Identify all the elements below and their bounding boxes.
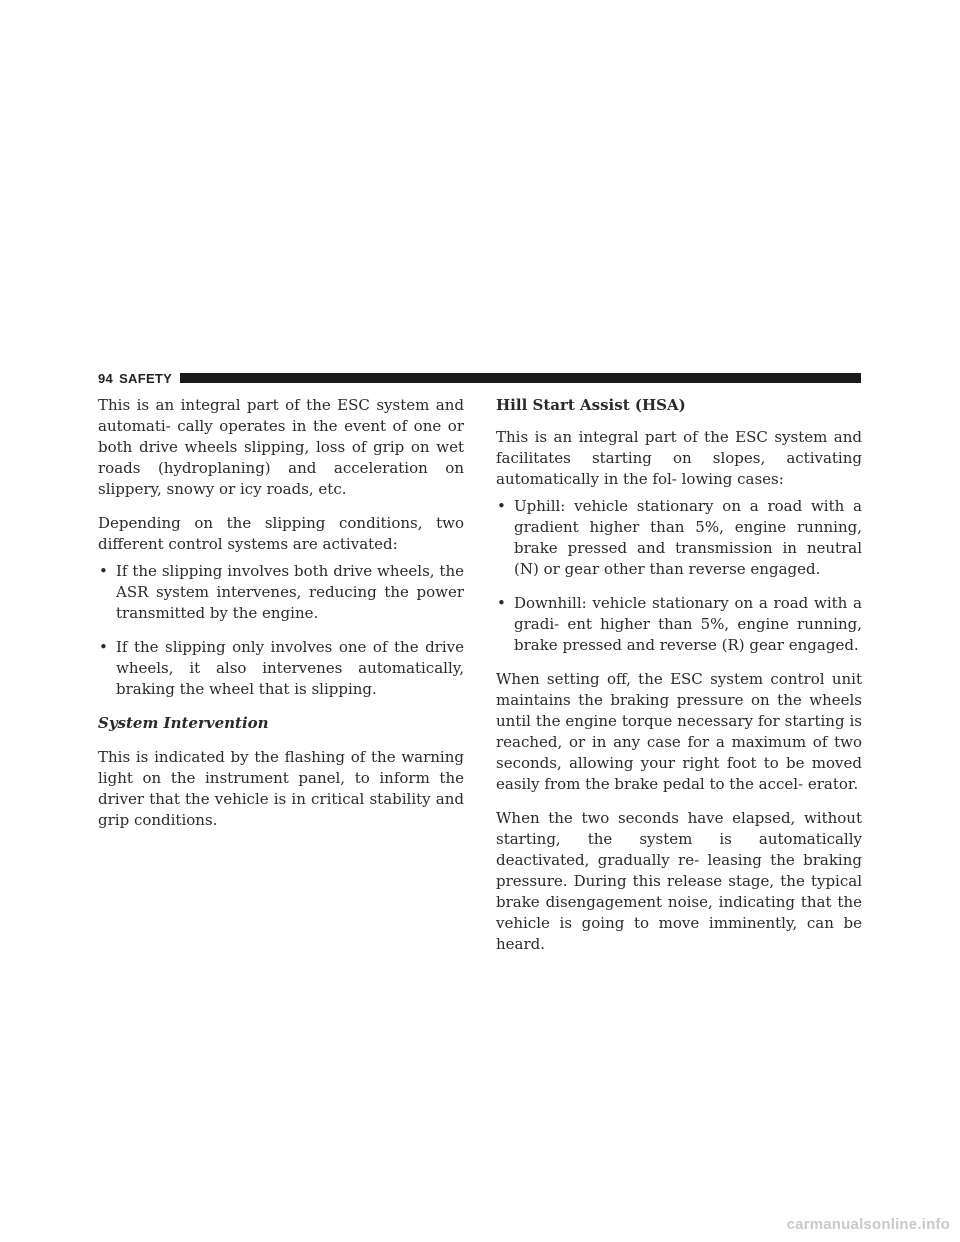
watermark: carmanualsonline.info [786,1216,950,1233]
list-item-text: If the slipping involves both drive wheels, the ASR system intervenes, reducing the power transmitted by the engine. [116,562,464,622]
right-column [496,395,862,968]
left-column [98,395,464,844]
bullet-icon: • [497,497,506,515]
section-title: SAFETY [119,370,173,386]
bullet-icon: • [99,562,108,580]
subheading: System Intervention [98,714,269,732]
header-rule [180,373,861,383]
section-heading: Hill Start Assist (HSA) [496,396,686,414]
list-item-text: Uphill: vehicle stationary on a road with a gradient higher than 5%, engine running, brake pressed and transmission in neutral (N) or gear other than reverse engaged. [514,497,862,578]
page-number: 94 [98,370,114,386]
bullet-icon: • [99,638,108,656]
page-header [98,370,861,386]
list-item-text: Downhill: vehicle stationary on a road with a gradi- ent higher than 5%, engine running, brake pressed and reverse (R) gear engaged. [514,594,862,654]
header-label [98,371,172,386]
list-item [98,637,464,700]
paragraph: Depending on the slipping conditions, two different control systems are activated: [98,514,464,553]
paragraph: This is an integral part of the ESC system and facilitates starting on slopes, activating automatically in the fol- lowing cases: [496,428,862,488]
list-item [496,496,862,580]
paragraph: This is indicated by the flashing of the warning light on the instrument panel, to inform the driver that the vehicle is in critical stability and grip conditions. [98,748,464,829]
paragraph: When setting off, the ESC system control unit maintains the braking pressure on the wheels until the engine torque necessary for starting is reached, or in any case for a maximum of two seconds, allowing your right foot to be moved easily from the brake pedal to the accel- erator. [496,670,862,793]
bullet-icon: • [497,594,506,612]
list-item [98,561,464,624]
paragraph: This is an integral part of the ESC system and automati- cally operates in the event of one or both drive wheels slipping, loss of grip on wet roads (hydroplaning) and acceleration on slippery, snowy or icy roads, etc. [98,396,464,498]
paragraph: When the two seconds have elapsed, without starting, the system is automatically deactivated, gradually re- leasing the braking pressure. During this release stage, the typical brake disengagement noise, indicating that the vehicle is going to move imminently, can be heard. [496,809,862,953]
list-item-text: If the slipping only involves one of the drive wheels, it also intervenes automatically, braking the wheel that is slipping. [116,638,464,698]
list-item [496,593,862,656]
